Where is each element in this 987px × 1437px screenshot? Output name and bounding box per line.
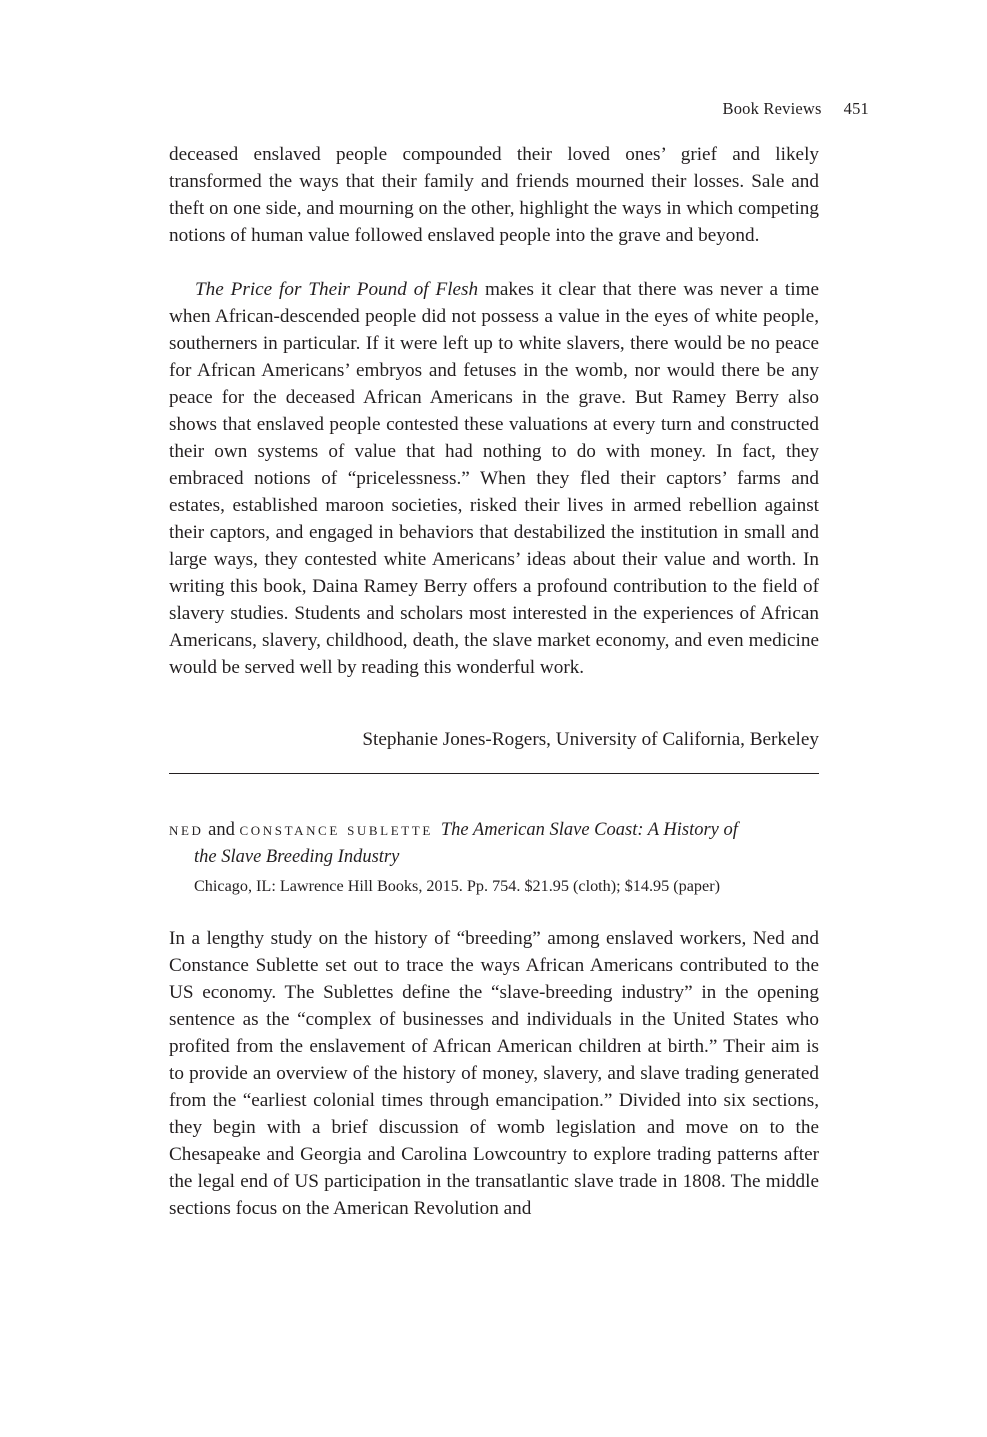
section-divider: [169, 773, 819, 774]
running-title: Book Reviews: [722, 99, 822, 118]
book-title-line1: The American Slave Coast: A History of: [440, 820, 738, 840]
author-first: ned: [169, 820, 204, 840]
publication-info: Chicago, IL: Lawrence Hill Books, 2015. Pp. 754. $21.95 (cloth); $14.95 (paper): [194, 877, 720, 895]
author-conjunction: and: [208, 820, 235, 840]
page-number: 451: [843, 99, 869, 118]
author-second: constance sublette: [239, 820, 433, 840]
reviewer-signature: Stephanie Jones-Rogers, University of California, Berkeley: [362, 729, 819, 750]
book-title-line2: the Slave Breeding Industry: [194, 847, 400, 867]
review1-paragraph-text: makes it clear that there was never a time when African-descended people did not possess a value in the eyes of white people, southerners in particular. If it were left up to white slavers, there would be no peace for African Americans’ embryos and fetuses in the womb, nor would there be any peace for the deceased African Americans in the grave. But Ramey Berry also shows that enslaved people contested these valuations at every turn and constructed their own systems of value that had nothing to do with money. In fact, they embraced notions of “pricelessness.” When they fled their captors’ farms and estates, established maroon societies, risked their lives in armed rebellion against their captors, and engaged in behaviors that destabilized the institution in small and large ways, they contested white Americans’ ideas about their value and worth. In writing this book, Daina Ramey Berry offers a profound contribution to the field of slavery studies. Students and scholars most interested in the experiences of African Americans, slavery, childhood, death, the slave market economy, and even medicine would be served well by reading this wonderful work.: [169, 279, 820, 678]
review1-concluding-paragraph: [169, 276, 819, 681]
running-header: [723, 99, 869, 119]
review2-citation: [169, 817, 819, 901]
review1-continued-paragraph: deceased enslaved people compounded their loved ones’ grief and likely transformed the ways that their family and friends mourned their losses. Sale and theft on one side, and mourning on the other, highlight the ways in which competing notions of human value followed enslaved people into the grave and beyond.: [169, 144, 819, 246]
review2-opening-paragraph: In a lengthy study on the history of “breeding” among enslaved workers, Ned and Constance Sublette set out to trace the ways African Americans contributed to the US economy. The Sublettes define the “slave-breeding industry” in the opening sentence as the “complex of businesses and individuals in the United States who profited from the enslavement of African American children at birth.” Their aim is to provide an overview of the history of money, slavery, and slave trading generated from the “earliest colonial times through emancipation.” Divided into six sections, they begin with a brief discussion of womb legislation and move on to the Chesapeake and Georgia and Carolina Lowcountry to explore trading patterns after the legal end of US participation in the transatlantic slave trade in 1808. The middle sections focus on the American Revolution and: [169, 928, 819, 1219]
reviewed-book-title: The Price for Their Pound of Flesh: [195, 279, 479, 300]
